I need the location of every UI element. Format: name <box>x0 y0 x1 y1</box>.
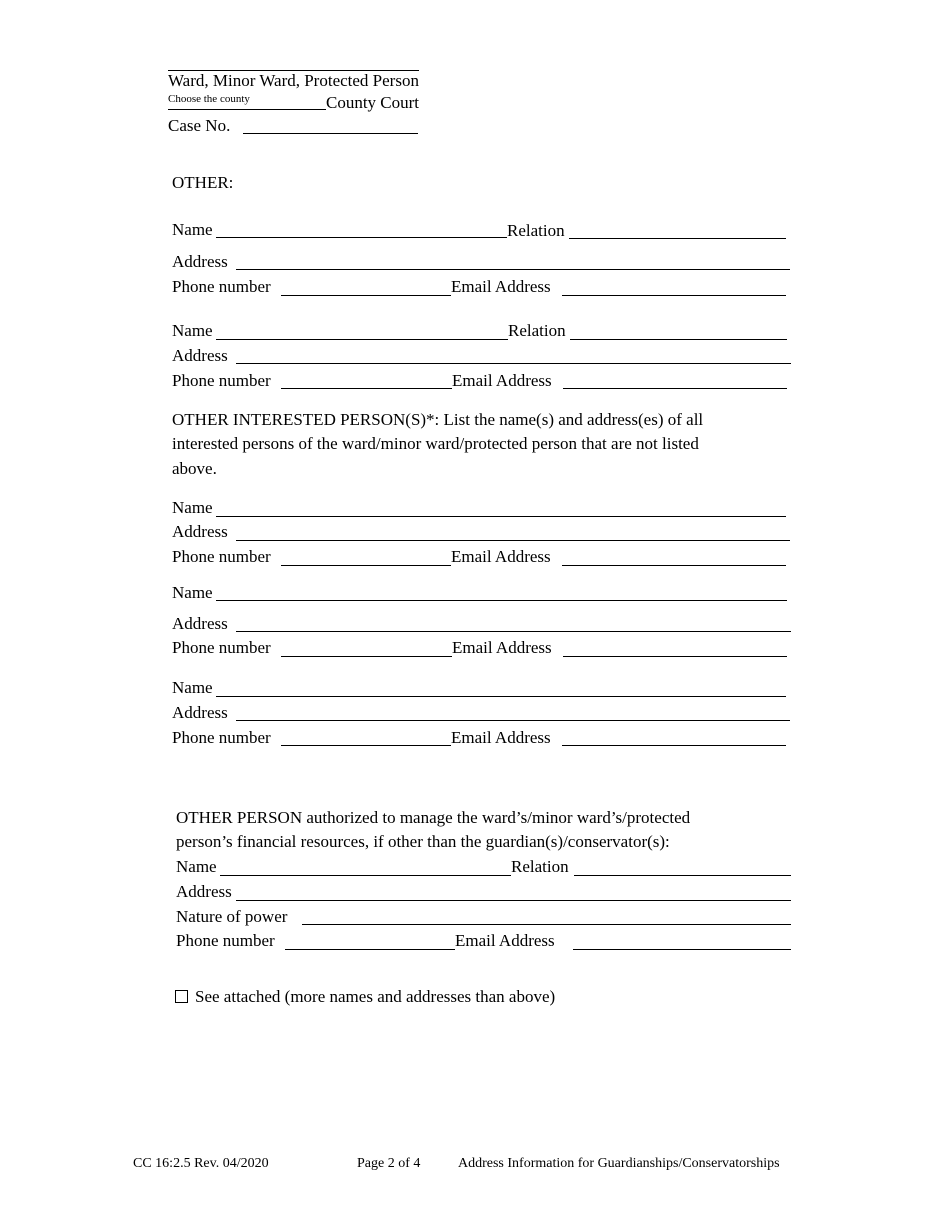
interested-3-email-field[interactable] <box>562 727 786 746</box>
interested-heading-line2: interested persons of the ward/minor ward/protected person that are not listed <box>172 434 699 453</box>
phone-label: Phone number <box>172 371 271 390</box>
other-1-relation-field[interactable] <box>569 220 786 239</box>
name-label: Name <box>176 857 217 876</box>
email-label: Email Address <box>451 547 551 566</box>
relation-label: Relation <box>508 321 566 340</box>
interested-1-address-field[interactable] <box>236 522 790 541</box>
name-label: Name <box>172 678 213 697</box>
address-label: Address <box>172 703 228 722</box>
address-label: Address <box>172 614 228 633</box>
interested-3-address-field[interactable] <box>236 702 790 721</box>
see-attached-checkbox[interactable] <box>175 990 188 1003</box>
other-1-name-field[interactable] <box>216 219 507 238</box>
phone-label: Phone number <box>172 277 271 296</box>
financial-heading-line1: OTHER PERSON authorized to manage the ward’s/minor ward’s/protected <box>176 808 691 827</box>
interested-2-address-field[interactable] <box>236 613 791 632</box>
financial-phone-field[interactable] <box>285 931 455 950</box>
ward-label: Ward, Minor Ward, Protected Person <box>168 71 419 90</box>
see-attached-label: See attached (more names and addresses than above) <box>195 987 556 1006</box>
other-2-relation-field[interactable] <box>570 321 787 340</box>
email-label: Email Address <box>451 728 551 747</box>
footer-form-id: CC 16:2.5 Rev. 04/2020 <box>133 1156 269 1171</box>
financial-email-field[interactable] <box>573 931 791 950</box>
email-label: Email Address <box>451 277 551 296</box>
relation-label: Relation <box>507 221 565 240</box>
other-2-name-field[interactable] <box>216 321 508 340</box>
other-1-phone-field[interactable] <box>281 277 451 296</box>
financial-relation-field[interactable] <box>574 857 791 876</box>
interested-2-email-field[interactable] <box>563 638 787 657</box>
other-2-email-field[interactable] <box>563 370 787 389</box>
phone-label: Phone number <box>172 547 271 566</box>
court-label: County Court <box>326 93 420 112</box>
interested-1-name-field[interactable] <box>216 498 786 517</box>
name-label: Name <box>172 220 213 239</box>
name-label: Name <box>172 321 213 340</box>
other-1-email-field[interactable] <box>562 277 786 296</box>
address-label: Address <box>172 252 228 271</box>
phone-label: Phone number <box>172 638 271 657</box>
name-label: Name <box>172 498 213 517</box>
address-label: Address <box>176 882 232 901</box>
phone-label: Phone number <box>176 931 275 950</box>
address-label: Address <box>172 522 228 541</box>
financial-heading-line2: person’s financial resources, if other than the guardian(s)/conservator(s): <box>176 832 670 851</box>
financial-nature-of-power-field[interactable] <box>302 906 791 925</box>
other-1-address-field[interactable] <box>236 251 790 270</box>
interested-2-phone-field[interactable] <box>281 638 452 657</box>
phone-label: Phone number <box>172 728 271 747</box>
other-heading: OTHER: <box>172 173 234 192</box>
interested-heading-line3: above. <box>172 459 217 478</box>
interested-heading-line1: OTHER INTERESTED PERSON(S)*: List the name(s) and address(es) of all <box>172 410 704 429</box>
email-label: Email Address <box>452 638 552 657</box>
other-2-phone-field[interactable] <box>281 370 452 389</box>
case-number-field[interactable] <box>243 115 418 134</box>
other-2-address-field[interactable] <box>236 345 791 364</box>
financial-name-field[interactable] <box>220 857 511 876</box>
interested-3-name-field[interactable] <box>216 678 786 697</box>
interested-1-phone-field[interactable] <box>281 547 451 566</box>
address-label: Address <box>172 346 228 365</box>
case-number-label: Case No. <box>168 116 231 135</box>
county-select-line <box>168 109 326 110</box>
interested-2-name-field[interactable] <box>216 582 787 601</box>
name-label: Name <box>172 583 213 602</box>
footer-title: Address Information for Guardianships/Conservatorships <box>458 1156 780 1171</box>
email-label: Email Address <box>455 931 555 950</box>
relation-label: Relation <box>511 857 569 876</box>
footer-page-number: Page 2 of 4 <box>357 1156 421 1171</box>
nature-of-power-label: Nature of power <box>176 907 288 926</box>
email-label: Email Address <box>452 371 552 390</box>
county-select[interactable]: Choose the county <box>168 93 250 105</box>
interested-1-email-field[interactable] <box>562 547 786 566</box>
interested-3-phone-field[interactable] <box>281 727 451 746</box>
financial-address-field[interactable] <box>236 882 791 901</box>
